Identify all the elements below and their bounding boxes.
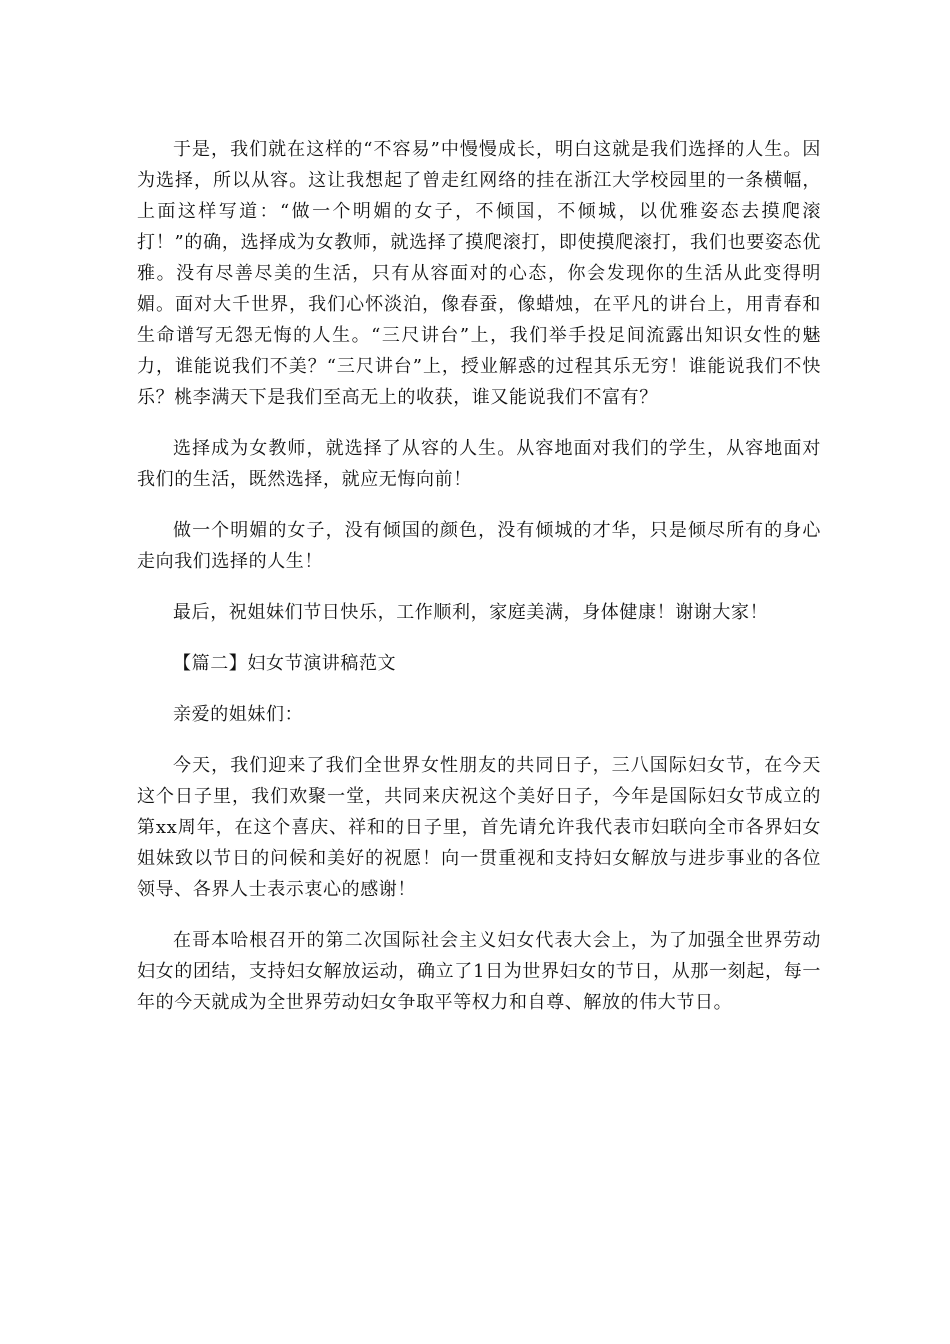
paragraph-copenhagen-history: 在哥本哈根召开的第二次国际社会主义妇女代表大会上，为了加强全世界劳动妇女的团结，支持妇女解放运动，确立了1日为世界妇女的节日，从那一刻起，每一年的今天就成为全世界劳动妇女争取平等权力和自尊、解放的伟大节日。 <box>137 930 821 1013</box>
paragraph-gap <box>137 730 821 750</box>
paragraph-gap <box>137 679 821 699</box>
paragraph-gap <box>137 577 821 597</box>
paragraph-womens-day-greeting: 今天，我们迎来了我们全世界女性朋友的共同日子，三八国际妇女节，在今天这个日子里，我们欢聚一堂，共同来庆祝这个美好日子，今年是国际妇女节成立的第xx周年，在这个喜庆、祥和的日子里，首先请允许我代表市妇联向全市各界妇女姐妹致以节日的问候和美好的祝愿！向一贯重视和支持妇女解放与进步事业的各位领导、各界人士表示衷心的感谢！ <box>137 755 821 900</box>
paragraph-closing-wishes: 最后，祝姐妹们节日快乐，工作顺利，家庭美满，身体健康！谢谢大家！ <box>173 602 769 623</box>
document-body <box>137 134 821 1018</box>
paragraph-gap <box>137 413 821 433</box>
salutation: 亲爱的姐妹们： <box>173 704 304 725</box>
paragraph-choosing-life: 于是，我们就在这样的“不容易”中慢慢成长，明白这就是我们选择的人生。因为选择，所以从容。这让我想起了曾走红网络的挂在浙江大学校园里的一条横幅，上面这样写道：“做一个明媚的女子，不倾国，不倾城，以优雅姿态去摸爬滚打！”的确，选择成为女教师，就选择了摸爬滚打，即使摸爬滚打，我们也要姿态优雅。没有尽善尽美的生活，只有从容面对的心态，你会发现你的生活从此变得明媚。面对大千世界，我们心怀淡泊，像春蚕，像蜡烛，在平凡的讲台上，用青春和生命谱写无怨无悔的人生。“三尺讲台”上，我们举手投足间流露出知识女性的魅力，谁能说我们不美？“三尺讲台”上，授业解惑的过程其乐无穷！谁能说我们不快乐？桃李满天下是我们至高无上的收获，谁又能说我们不富有？ <box>137 139 821 408</box>
paragraph-calm-life: 选择成为女教师，就选择了从容的人生。从容地面对我们的学生，从容地面对我们的生活，既然选择，就应无悔向前！ <box>137 438 821 490</box>
paragraph-gap <box>137 495 821 515</box>
paragraph-gap <box>137 628 821 648</box>
section-heading: 【篇二】妇女节演讲稿范文 <box>173 653 397 674</box>
paragraph-bright-woman: 做一个明媚的女子，没有倾国的颜色，没有倾城的才华，只是倾尽所有的身心走向我们选择的人生！ <box>137 520 821 572</box>
paragraph-gap <box>137 905 821 925</box>
